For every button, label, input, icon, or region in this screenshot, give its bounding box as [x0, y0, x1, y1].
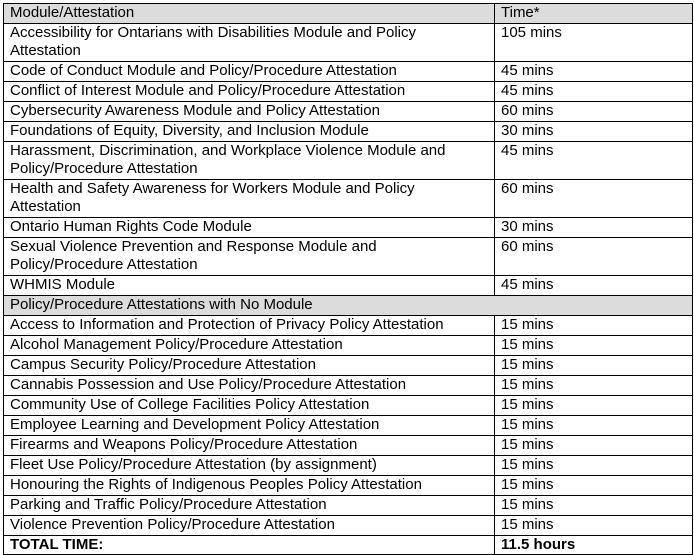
- module-name: Foundations of Equity, Diversity, and Inclusion Module: [4, 122, 495, 142]
- module-time: 45 mins: [495, 82, 693, 102]
- total-row: [4, 536, 693, 555]
- module-name: Accessibility for Ontarians with Disabilities Module and Policy Attestation: [4, 24, 495, 62]
- attestation-name: Cannabis Possession and Use Policy/Procedure Attestation: [4, 376, 495, 396]
- attestation-table: [3, 3, 693, 555]
- attestation-row: [4, 476, 693, 496]
- attestation-time: 15 mins: [495, 396, 693, 416]
- module-time: 45 mins: [495, 276, 693, 296]
- attestation-time: 15 mins: [495, 516, 693, 536]
- attestation-row: [4, 416, 693, 436]
- attestation-time: 15 mins: [495, 456, 693, 476]
- attestation-time: 15 mins: [495, 356, 693, 376]
- module-row: [4, 218, 693, 238]
- attestation-row: [4, 456, 693, 476]
- attestation-name: Access to Information and Protection of Privacy Policy Attestation: [4, 316, 495, 336]
- module-name: WHMIS Module: [4, 276, 495, 296]
- header-time: Time*: [495, 4, 693, 24]
- attestation-time: 15 mins: [495, 436, 693, 456]
- module-row: [4, 122, 693, 142]
- total-time: 11.5 hours: [495, 536, 693, 555]
- module-row: [4, 24, 693, 62]
- module-row: [4, 180, 693, 218]
- attestation-name: Employee Learning and Development Policy Attestation: [4, 416, 495, 436]
- section-row: [4, 296, 693, 316]
- attestation-time: 15 mins: [495, 376, 693, 396]
- attestation-row: [4, 496, 693, 516]
- attestation-row: [4, 516, 693, 536]
- attestation-name: Campus Security Policy/Procedure Attestation: [4, 356, 495, 376]
- module-name: Health and Safety Awareness for Workers Module and Policy Attestation: [4, 180, 495, 218]
- attestation-row: [4, 376, 693, 396]
- module-name: Conflict of Interest Module and Policy/Procedure Attestation: [4, 82, 495, 102]
- module-time: 30 mins: [495, 122, 693, 142]
- module-time: 60 mins: [495, 102, 693, 122]
- attestation-time: 15 mins: [495, 336, 693, 356]
- attestation-name: Violence Prevention Policy/Procedure Attestation: [4, 516, 495, 536]
- module-row: [4, 82, 693, 102]
- attestation-name: Honouring the Rights of Indigenous Peoples Policy Attestation: [4, 476, 495, 496]
- module-time: 105 mins: [495, 24, 693, 62]
- attestation-name: Fleet Use Policy/Procedure Attestation (by assignment): [4, 456, 495, 476]
- attestation-row: [4, 336, 693, 356]
- module-time: 45 mins: [495, 142, 693, 180]
- module-name: Harassment, Discrimination, and Workplace Violence Module and Policy/Procedure Attestation: [4, 142, 495, 180]
- attestation-time: 15 mins: [495, 316, 693, 336]
- attestation-name: Parking and Traffic Policy/Procedure Attestation: [4, 496, 495, 516]
- module-name: Sexual Violence Prevention and Response Module and Policy/Procedure Attestation: [4, 238, 495, 276]
- attestation-time: 15 mins: [495, 416, 693, 436]
- module-row: [4, 62, 693, 82]
- attestation-row: [4, 396, 693, 416]
- total-label: TOTAL TIME:: [4, 536, 495, 555]
- attestation-name: Community Use of College Facilities Policy Attestation: [4, 396, 495, 416]
- attestation-row: [4, 436, 693, 456]
- module-row: [4, 142, 693, 180]
- module-name: Ontario Human Rights Code Module: [4, 218, 495, 238]
- module-row: [4, 102, 693, 122]
- module-name: Code of Conduct Module and Policy/Procedure Attestation: [4, 62, 495, 82]
- attestation-time: 15 mins: [495, 476, 693, 496]
- module-time: 30 mins: [495, 218, 693, 238]
- section-label: Policy/Procedure Attestations with No Module: [4, 296, 693, 316]
- module-name: Cybersecurity Awareness Module and Policy Attestation: [4, 102, 495, 122]
- attestation-time: 15 mins: [495, 496, 693, 516]
- module-time: 60 mins: [495, 180, 693, 218]
- attestation-row: [4, 356, 693, 376]
- header-module: Module/Attestation: [4, 4, 495, 24]
- module-row: [4, 238, 693, 276]
- attestation-name: Firearms and Weapons Policy/Procedure Attestation: [4, 436, 495, 456]
- module-row: [4, 276, 693, 296]
- header-row: [4, 4, 693, 24]
- attestation-name: Alcohol Management Policy/Procedure Attestation: [4, 336, 495, 356]
- module-time: 45 mins: [495, 62, 693, 82]
- attestation-row: [4, 316, 693, 336]
- module-time: 60 mins: [495, 238, 693, 276]
